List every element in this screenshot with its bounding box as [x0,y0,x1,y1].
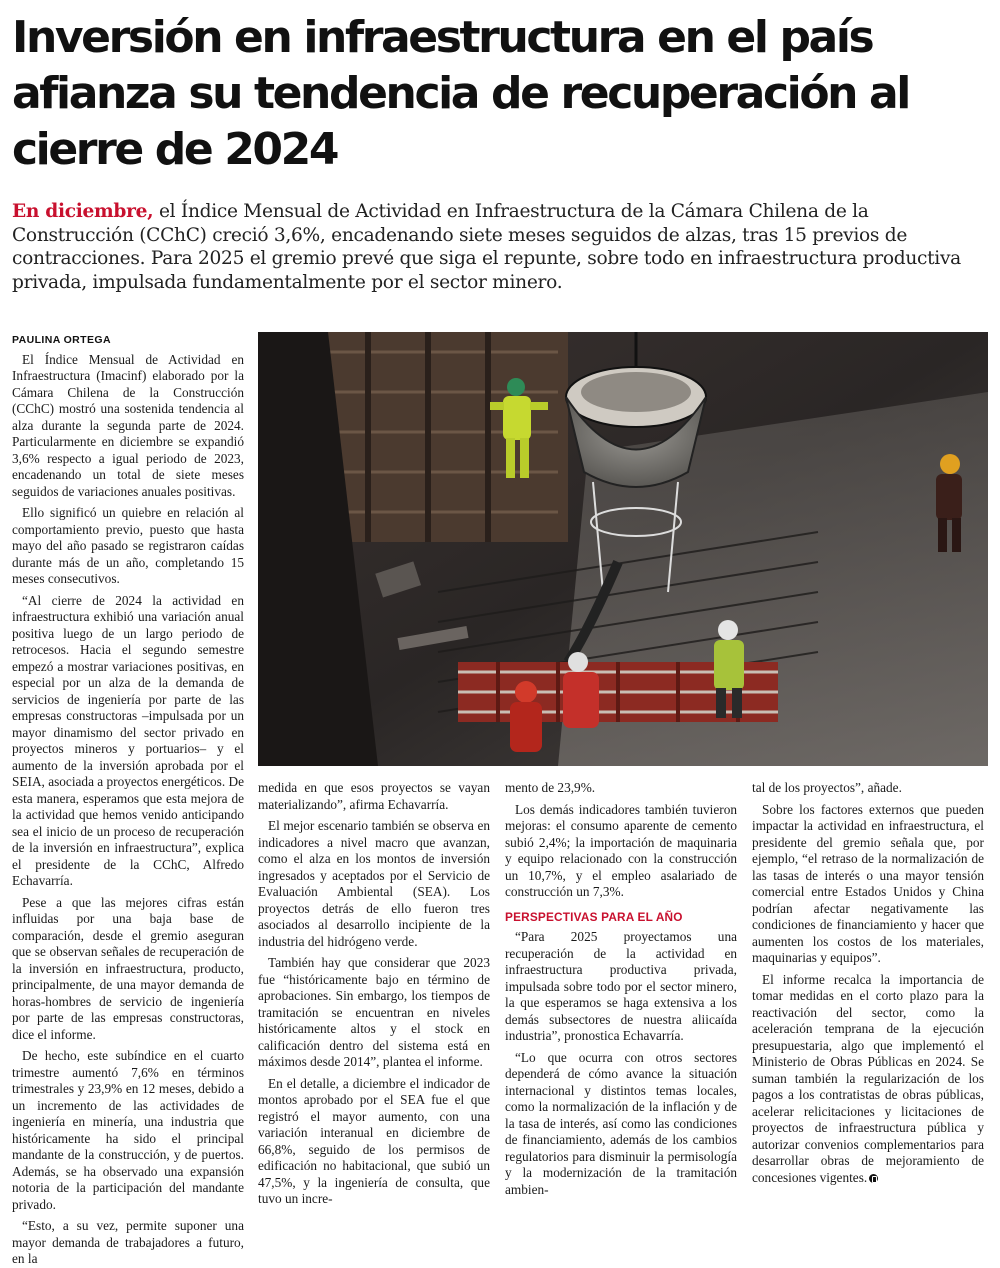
paragraph: De hecho, este subíndice en el cuarto trimestre aumentó 7,6% en términos trimestrales y 23,9% en 12 meses, debido a un incremento de las actividades de ingeniería en minería, una industria que históricamente ha sido el principal mandante de la construcción, y de puertos. Además, se ha observado una expansión notoria de la participación del mandante privado. [12,1048,244,1212]
paragraph: El Índice Mensual de Actividad en Infraestructura (Imacinf) elaborado por la Cámara Chilena de la Construcción (CChC) mostró una sostenida tendencia al alza durante la segunda parte de 2024. Particularmente en diciembre se expandió 3,6% respecto a igual periodo de 2023, encadenando un total de siete meses seguidos de variaciones anuales positivas. [12,351,244,499]
paragraph: “Al cierre de 2024 la actividad en infraestructura exhibió una variación anual positiva luego de un largo periodo de retrocesos. Hacia el segundo semestre empezó a mostrar variaciones positivas, en especial por un alza de la demanda de servicios de ingeniería por parte de las empresas constructoras –impulsada por un mayor dinamismo del sector privado en proyectos mineros y portuarios– y el aumento de la inversión aprobada por el SEIA, asociada a proyectos energéticos. De esta manera, esperamos que esta mejora de la actividad que hemos venido anticipando sea el inicio de un proceso de recuperación de la inversión en infraestructura”, explica el presidente de la CChC, Alfredo Echavarría. [12,592,244,888]
subhead: PERSPECTIVAS PARA EL AÑO [505,909,683,924]
paragraph: También hay que considerar que 2023 fue “históricamente bajo en término de aprobaciones. Sin embargo, los tiempos de tramitación se encuentran en niveles históricamente altos y el stock en calificación dentro del sistema está en máximos desde 2014”, plantea el informe. [258,955,490,1069]
byline: PAULINA ORTEGA [12,334,111,346]
headline: Inversión en infraestructura en el país afianza su tendencia de recuperación al cierre de 2024 [12,12,909,175]
paragraph: Los demás indicadores también tuvieron mejoras: el consumo aparente de cemento subió 2,4%; la importación de maquinaria y equipo relacionado con la construcción un 10,7%, y el empleo asalariado de construcción un 7,3%. [505,801,737,899]
column-3 [505,780,737,1197]
paragraph: Pese a que las mejores cifras están influidas por una baja base de comparación, desde el gremio aseguran que se observan señales de recuperación de la inversión en infraestructura, producto, principalmente, de una mayor demanda de horas-hombres de servicio de ingeniería por parte de las empresas constructoras, dice el informe. [12,894,244,1042]
paragraph: tal de los proyectos”, añade. [752,780,902,795]
dek [12,200,987,294]
paragraph: Ello significó un quiebre en relación al comportamiento previo, puesto que hasta mayo del año pasado se registraron caídas durante más de un año, completando 15 meses consecutivos. [12,505,244,586]
paragraph: “Esto, a su vez, permite suponer una mayor demanda de trabajadores a futuro, en la [12,1218,244,1266]
column-4 [752,780,984,1185]
paragraph-text: El informe recalca la importancia de tomar medidas en el corto plazo para la reactivación del sector, como la aceleración temprana de la ejecución presupuestaria, algo que implementó el Ministerio de Obras Públicas en 2024. Se suman también la regularización de los pagos a los contratistas de obras públicas, acelerar relicitaciones y licitaciones de proyectos de infraestructura pública y autorizar convenios complementarios para desarrollar obras de mejoramiento de concesiones vigentes. [752,971,984,1185]
construction-photo [258,332,988,766]
paragraph: El mejor escenario también se observa en indicadores a nivel macro que avanzan, como el alza en los montos de inversión ingresados y aceptados por el Servicio de Evaluación Ambiental (SEA). Los proyectos detrás de ello fueron tres asociados al desarrollo incipiente de la industria del hidrógeno verde. [258,818,490,949]
paragraph: En el detalle, a diciembre el indicador de montos aprobado por el SEA fue el que registró el mayor aumento, con una variación interanual en diciembre de 66,8%, seguido de los permisos de edificación no habitacional, que subió un 47,5%, y la ingeniería de consulta, que tuvo un incre- [258,1075,490,1206]
paragraph: mento de 23,9%. [505,780,596,795]
paragraph: Sobre los factores externos que pueden impactar la actividad en infraestructura, el presidente del gremio señala que, por ejemplo, “el retraso de la normalización de las tasas de interés o una mayor tensión comercial entre Estados Unidos y China podrían afectar negativamente las condiciones de financiamiento y hacer que aumenten los costos de los materiales, maquinarias y equipos”. [752,801,984,965]
column-1 [12,332,244,1266]
dek-lead: En diciembre, [12,201,154,222]
paragraph: “Lo que ocurra con otros sectores dependerá de cómo avance la situación internacional y distintos temas locales, como la normalización de la inflación y de la tasa de interés, así como las condiciones de financiamiento, además de los cambios regulatorios para disminuir la permisología y la modernización de la tramitación ambien- [505,1049,737,1197]
column-2 [258,780,490,1206]
construction-photo-illustration [258,332,988,766]
paragraph: medida en que esos proyectos se vayan materializando”, afirma Echavarría. [258,780,490,812]
paragraph: “Para 2025 proyectamos una recuperación de la actividad en infraestructura productiva privada, impulsada sobre todo por el sector minero, la que esperamos se haga extensiva a los demás subsectores de nuestra aliicaída industria”, pronostica Echavarría. [505,929,737,1043]
dek-body: el Índice Mensual de Actividad en Infraestructura de la Cámara Chilena de la Construcción (CChC) creció 3,6%, encadenando siete meses seguidos de alzas, tras 15 previos de contracciones. Para 2025 el gremio prevé que siga el repunte, sobre todo en infraestructura productiva privada, impulsada fundamentalmente por el sector minero. [12,201,961,293]
end-of-article-icon [869,1174,878,1183]
paragraph [752,972,984,1187]
